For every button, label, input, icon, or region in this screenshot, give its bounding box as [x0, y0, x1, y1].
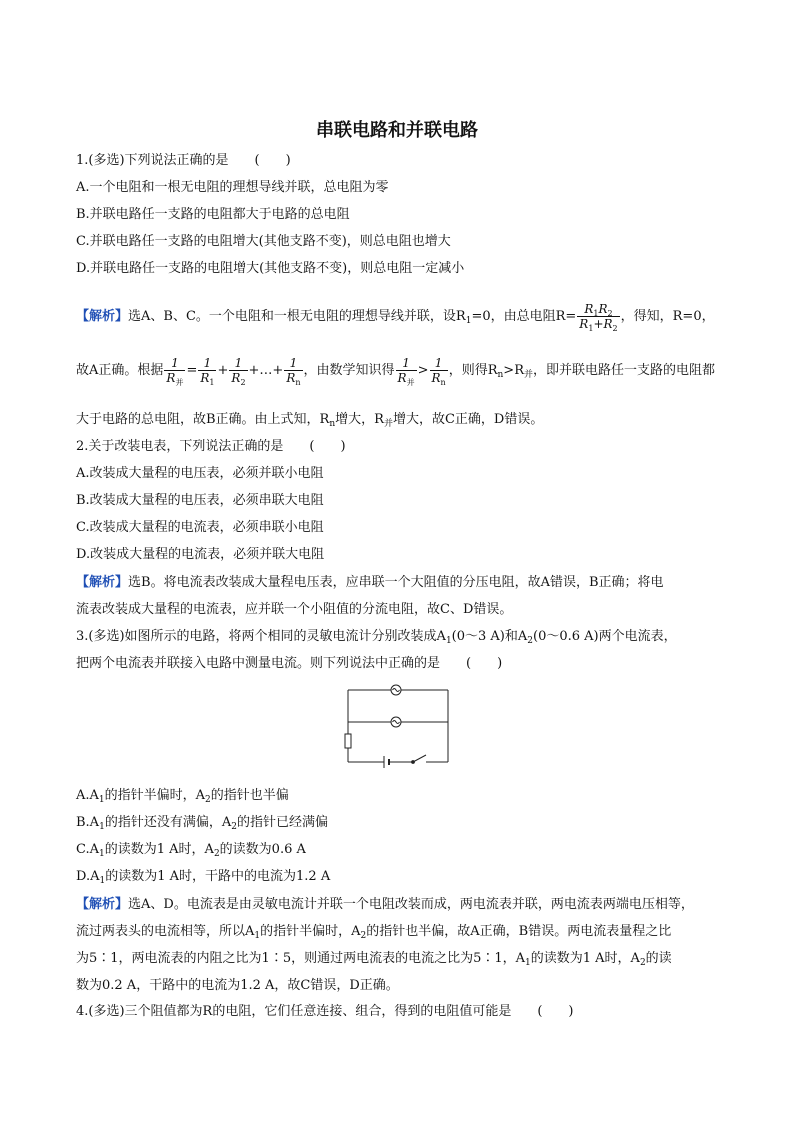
question-3-option-d: $D.A_1$的读数为1 A时，干路中的电流为1.2 A — [76, 869, 331, 886]
question-3-analysis-line-4: 数为0.2 A，干路中的电流为1.2 A，故C错误，D正确。 — [76, 978, 399, 993]
analysis-tag: 【解析】 — [76, 897, 129, 912]
question-3-analysis-line-3: 为5∶1，两电流表的内阻之比为1∶5，则通过两电流表的电流之比为5∶1，$A_1$的读数为1 A时，$A_2$的读 — [76, 951, 672, 968]
question-1-stem: 1.(多选)下列说法正确的是 ( ) — [76, 153, 291, 168]
question-1-option-d: D.并联电路任一支路的电阻增大(其他支路不变)，则总电阻一定减小 — [76, 261, 465, 276]
fraction-1-over-r1: $\frac{1}{R_1}$ — [200, 356, 215, 387]
question-3-stem-line-1: 3.(多选)如图所示的电路，将两个相同的灵敏电流计分别改装成$A_1(0\sim 3$ A)和$A_2(0\sim 0.6$ A)两个电流表， — [76, 629, 677, 646]
fraction-1-over-r-bing: $\frac{1}{R_并}$ — [166, 356, 184, 387]
switch-lever-icon — [413, 755, 426, 762]
question-1-analysis-line-1: 【解析】选A、B、C。一个电阻和一根无电阻的理想导线并联，设$R_1=0$，由总电阻R= $\frac{R_1R_2}{R_1+R_2}$ ，得知，R=0， — [76, 302, 715, 333]
fraction-1-over-r2: $\frac{1}{R_2}$ — [231, 356, 246, 387]
page-title: 串联电路和并联电路 — [316, 120, 478, 141]
question-4-stem: 4.(多选)三个阻值都为R的电阻，它们任意连接、组合，得到的电阻值可能是 ( ) — [76, 1004, 574, 1019]
question-3-option-c: $C.A_1$的读数为1 A时，$A_2$的读数为0.6 A — [76, 842, 306, 859]
circuit-diagram — [340, 684, 456, 772]
fraction-1-over-rn: $\frac{1}{R_n}$ — [286, 356, 301, 387]
question-2-option-c: C.改装成大量程的电流表，必须串联小电阻 — [76, 520, 324, 535]
question-1-option-c: C.并联电路任一支路的电阻增大(其他支路不变)，则总电阻也增大 — [76, 234, 451, 249]
resistor-icon — [345, 734, 351, 748]
question-1-analysis-line-3: 大于电路的总电阻，故B正确。由上式知，$R_n$增大，$R_并$增大，故C正确，D错误。 — [76, 412, 544, 429]
question-2-option-b: B.改装成大量程的电压表，必须串联大电阻 — [76, 493, 324, 508]
question-1-analysis-line-2: 故A正确。根据 $\frac{1}{R_并}$ = $\frac{1}{R_1}$ + $\frac{1}{R_2}$ +…+ $\frac{1}{R_n}$ ，由数学知识得 $\frac{1}{R_并}$ > $\frac{1}{R_n}$ ，则得$R_n>R_并$，即并联电路任一支路的电阻都 — [76, 356, 716, 387]
analysis-tag: 【解析】 — [76, 575, 129, 590]
analysis-tag: 【解析】 — [76, 309, 129, 324]
question-2-stem: 2.关于改装电表，下列说法正确的是 ( ) — [76, 439, 346, 454]
fraction-1-over-rn-2: $\frac{1}{R_n}$ — [431, 356, 446, 387]
question-2-analysis-line-1: 【解析】选B。将电流表改装成大量程电压表，应串联一个大阻值的分压电阻，故A错误，B正确；将电 — [76, 575, 664, 590]
question-3-analysis-line-1: 【解析】选A、D。电流表是由灵敏电流计并联一个电阻改装而成，两电流表并联，两电流表两端电压相等， — [76, 897, 694, 912]
question-3-option-a: $A.A_1$的指针半偏时，$A_2$的指针也半偏 — [76, 788, 289, 805]
question-1-option-b: B.并联电路任一支路的电阻都大于电路的总电阻 — [76, 207, 350, 222]
question-3-stem-line-2: 把两个电流表并联接入电路中测量电流。则下列说法中正确的是 ( ) — [76, 656, 503, 671]
question-3-analysis-line-2: 流过两表头的电流相等，所以$A_1$的指针半偏时，$A_2$的指针也半偏，故A正确，B错误。两电流表量程之比 — [76, 924, 672, 941]
question-1-option-a: A.一个电阻和一根无电阻的理想导线并联，总电阻为零 — [76, 180, 389, 195]
total-resistance-fraction: $\frac{R_1R_2}{R_1+R_2}$ — [579, 302, 618, 333]
question-2-option-d: D.改装成大量程的电流表，必须并联大电阻 — [76, 547, 325, 562]
fraction-1-over-r-bing-2: $\frac{1}{R_并}$ — [397, 356, 415, 387]
question-2-analysis-line-2: 流表改装成大量程的电流表，应并联一个小阻值的分流电阻，故C、D错误。 — [76, 602, 513, 617]
question-2-option-a: A.改装成大量程的电压表，必须并联小电阻 — [76, 466, 324, 481]
question-3-option-b: $B.A_1$的指针还没有满偏，$A_2$的指针已经满偏 — [76, 815, 328, 832]
